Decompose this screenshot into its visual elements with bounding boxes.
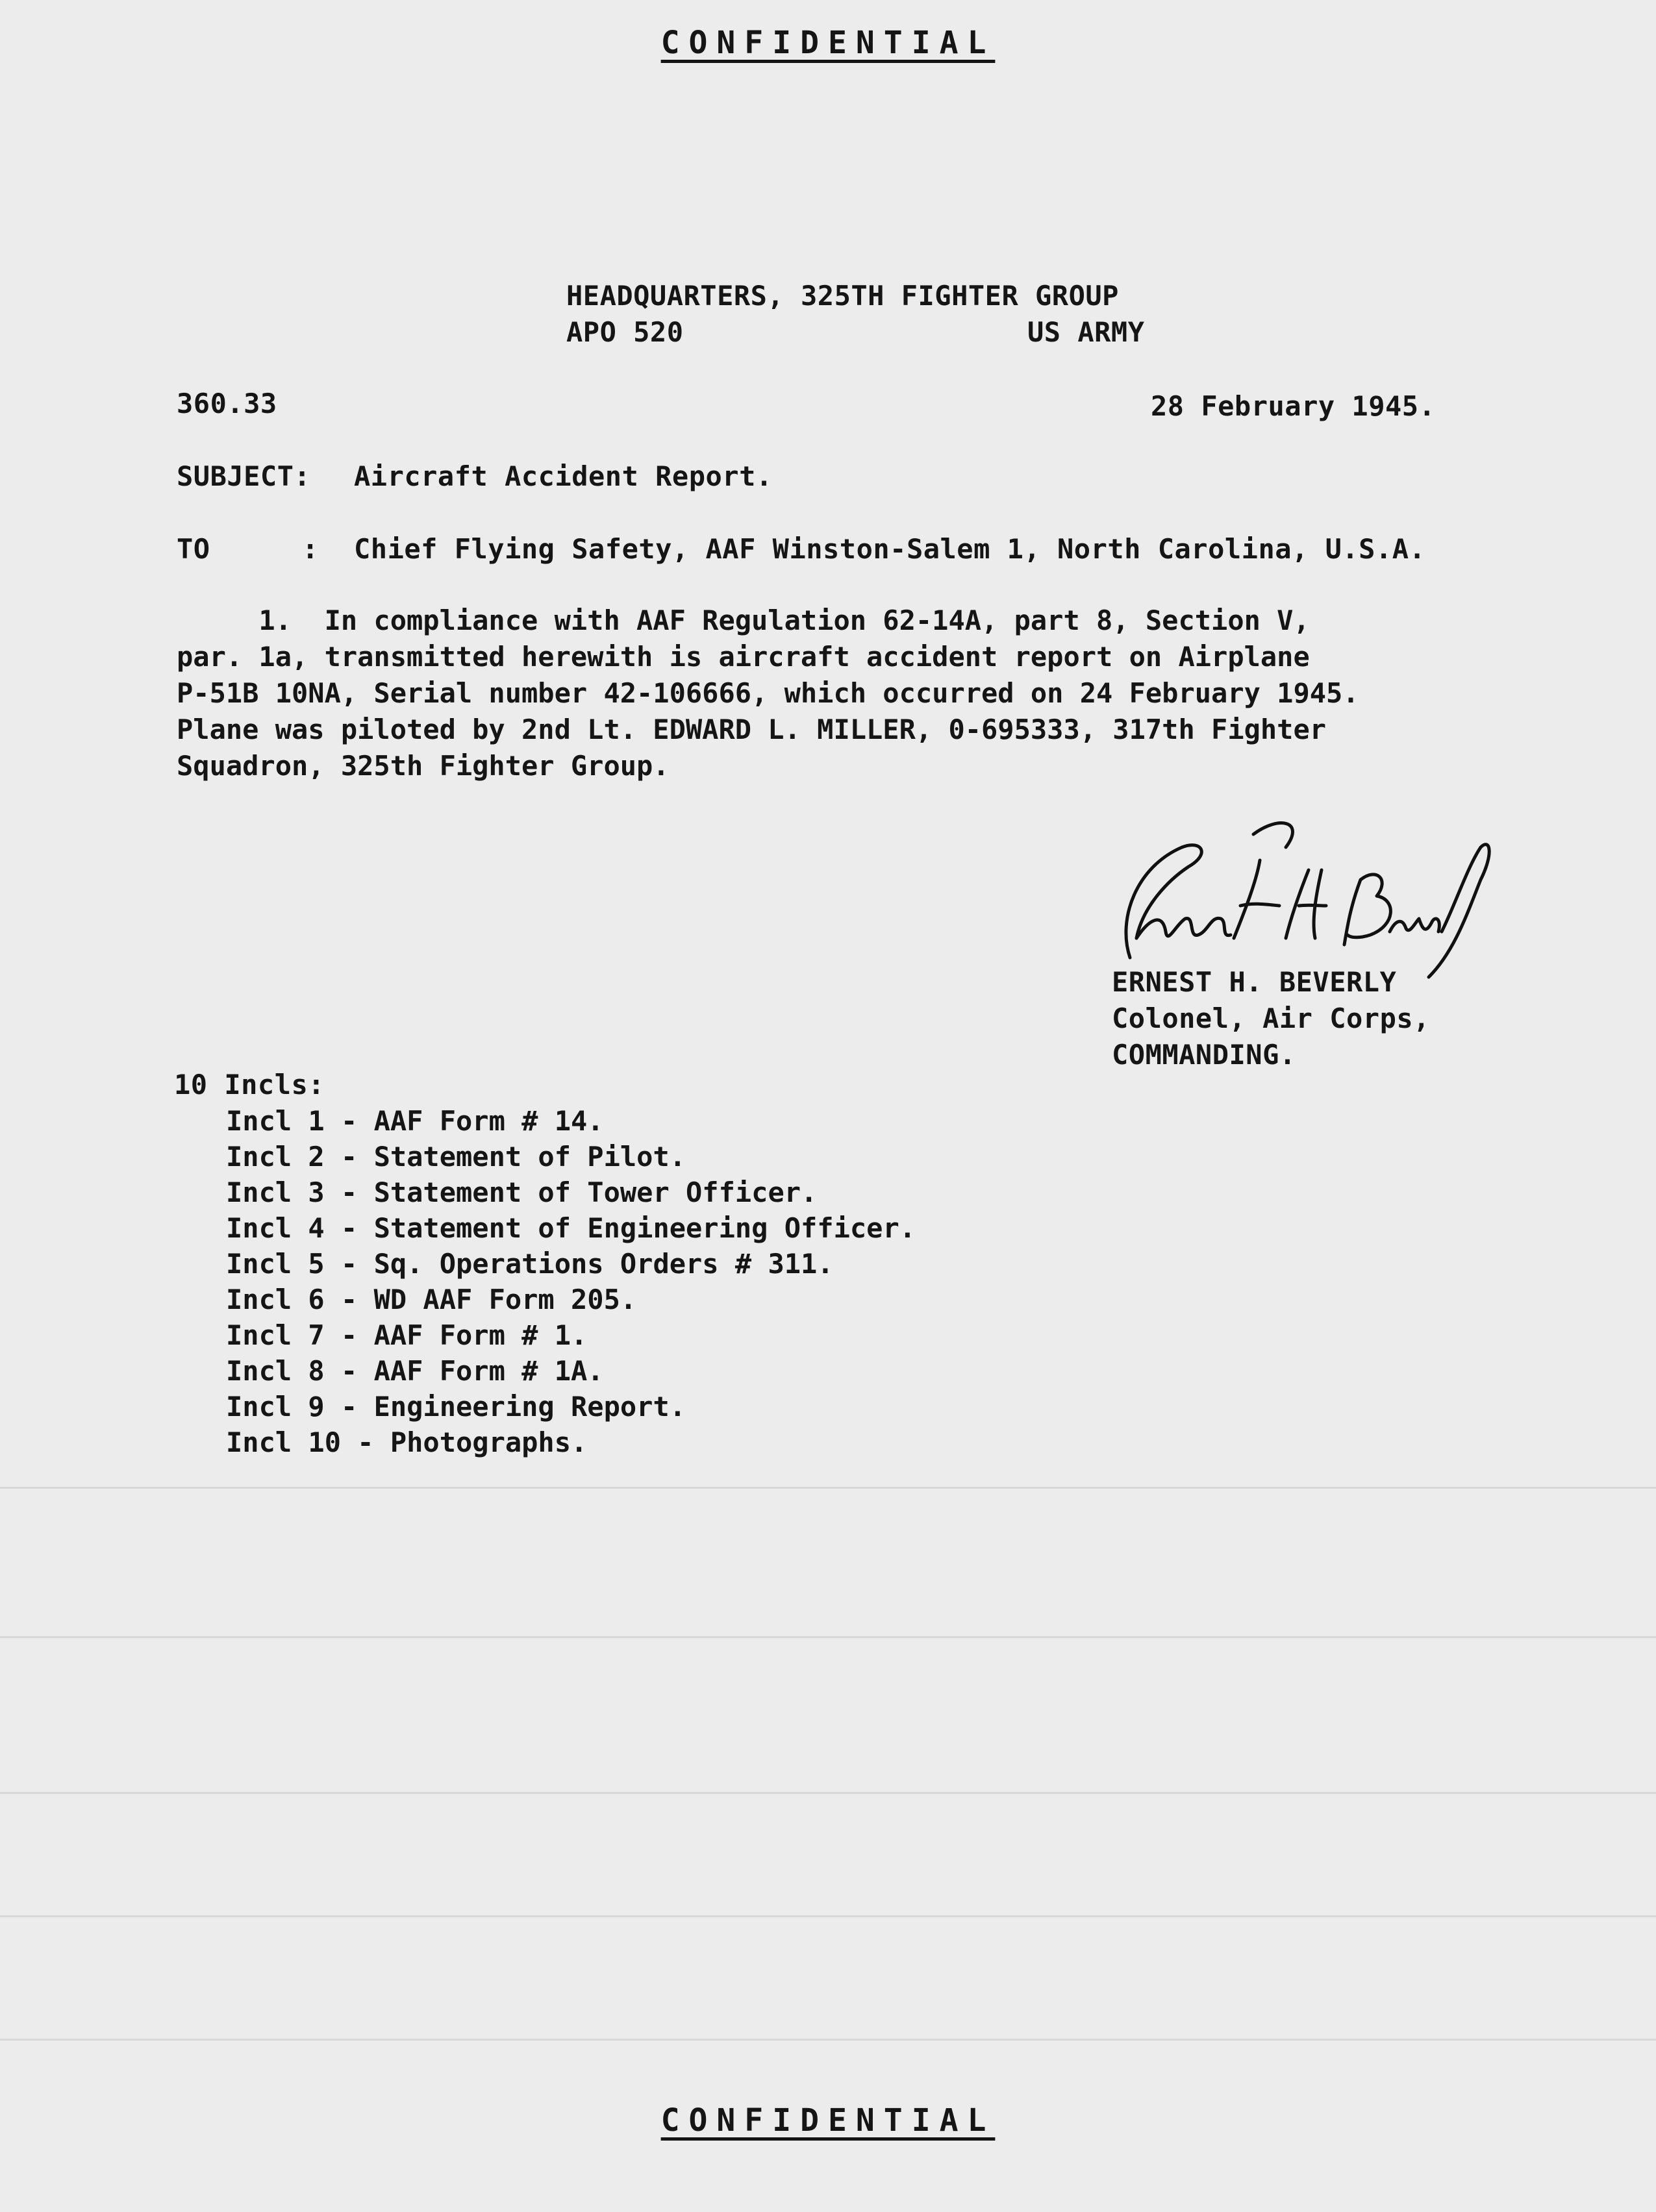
handwritten-signature xyxy=(1091,808,1507,984)
signer-name: ERNEST H. BEVERLY xyxy=(1112,966,1397,998)
header-unit: HEADQUARTERS, 325TH FIGHTER GROUP xyxy=(566,280,1119,312)
body-line-2: par. 1a, transmitted herewith is aircraft accident report on Airplane xyxy=(177,641,1310,673)
header-apo: APO 520 xyxy=(566,316,684,348)
classification-bottom: CONFIDENTIAL xyxy=(660,2102,996,2139)
enclosure-item: Incl 9 - Engineering Report. xyxy=(226,1391,686,1423)
body-line-4: Plane was piloted by 2nd Lt. EDWARD L. MILLER, 0-695333, 317th Fighter xyxy=(177,714,1327,745)
signer-rank: Colonel, Air Corps, xyxy=(1112,1002,1430,1034)
enclosure-item: Incl 5 - Sq. Operations Orders # 311. xyxy=(226,1248,834,1280)
enclosure-item: Incl 7 - AAF Form # 1. xyxy=(226,1319,588,1351)
enclosure-item: Incl 4 - Statement of Engineering Officer. xyxy=(226,1212,916,1244)
body-line-1: 1. In compliance with AAF Regulation 62-14A, part 8, Section V, xyxy=(177,604,1310,636)
enclosure-item: Incl 6 - WD AAF Form 205. xyxy=(226,1284,637,1315)
enclosure-item: Incl 10 - Photographs. xyxy=(226,1426,588,1458)
body-line-3: P-51B 10NA, Serial number 42-106666, which occurred on 24 February 1945. xyxy=(177,677,1359,709)
enclosure-item: Incl 3 - Statement of Tower Officer. xyxy=(226,1176,818,1208)
to-colon: : xyxy=(302,533,319,565)
subject-text: Aircraft Accident Report. xyxy=(354,460,773,492)
signer-title: COMMANDING. xyxy=(1112,1039,1296,1071)
header-army: US ARMY xyxy=(1027,316,1145,348)
enclosures-header: 10 Incls: xyxy=(174,1069,325,1100)
classification-top: CONFIDENTIAL xyxy=(660,25,996,61)
subject-label: SUBJECT: xyxy=(177,460,311,492)
enclosure-item: Incl 1 - AAF Form # 14. xyxy=(226,1105,604,1137)
to-text: Chief Flying Safety, AAF Winston-Salem 1, North Carolina, U.S.A. xyxy=(354,533,1426,565)
file-number: 360.33 xyxy=(177,388,277,419)
to-label: TO xyxy=(177,533,210,565)
body-line-5: Squadron, 325th Fighter Group. xyxy=(177,750,670,782)
letter-date: 28 February 1945. xyxy=(1151,390,1436,422)
enclosure-item: Incl 2 - Statement of Pilot. xyxy=(226,1141,686,1173)
enclosure-item: Incl 8 - AAF Form # 1A. xyxy=(226,1355,604,1387)
